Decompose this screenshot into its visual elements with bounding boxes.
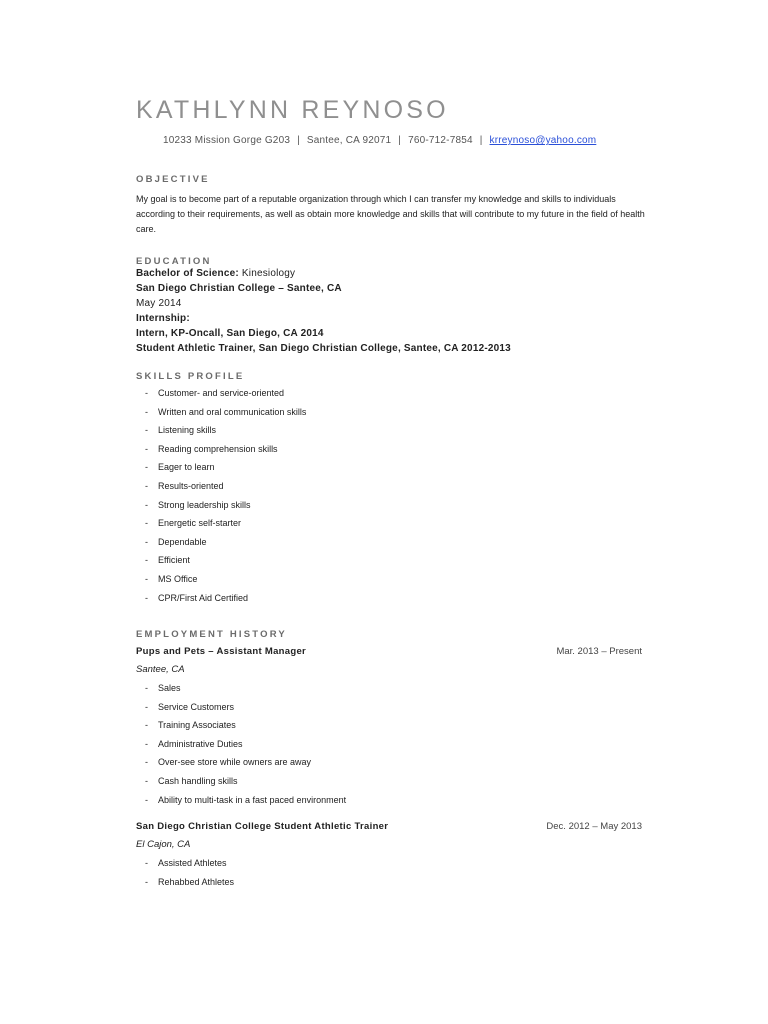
job-title: San Diego Christian College Student Athletic Trainer: [136, 821, 389, 832]
separator: |: [479, 135, 483, 146]
graduation-date: May 2014: [136, 298, 182, 309]
education-heading: EDUCATION: [136, 256, 212, 267]
degree-line: [136, 266, 511, 281]
job-duties-list: [136, 854, 234, 891]
list-item: - Energetic self-starter: [145, 518, 242, 529]
list-item: - Customer- and service-oriented: [145, 388, 285, 398]
job-location: Santee, CA: [136, 664, 185, 675]
list-item: - Ability to multi-task in a fast paced environment: [145, 794, 347, 805]
contact-line: [163, 135, 596, 146]
list-item: - CPR/First Aid Certified: [145, 592, 249, 603]
internship-item: Intern, KP-Oncall, San Diego, CA 2014: [136, 328, 324, 339]
objective-heading: OBJECTIVE: [136, 174, 210, 185]
list-item: - Service Customers: [145, 701, 235, 712]
list-item: - Assisted Athletes: [145, 858, 227, 868]
job-title: Pups and Pets – Assistant Manager: [136, 646, 307, 657]
job-location: El Cajon, CA: [136, 839, 191, 850]
list-item: - Administrative Duties: [145, 738, 243, 749]
phone: 760-712-7854: [408, 135, 473, 146]
list-item: - Rehabbed Athletes: [145, 876, 235, 887]
address: 10233 Mission Gorge G203: [163, 135, 291, 146]
objective-text: My goal is to become part of a reputable organization through which I can transfer my knowledge and skills to individuals according to their requirements, as well as obtain more knowledge and skills that will contribute to my future in the field of health care.: [136, 194, 645, 234]
internship-label: Internship:: [136, 313, 190, 324]
list-item: - Eager to learn: [145, 462, 215, 473]
list-item: - MS Office: [145, 573, 198, 584]
job-duties-list: [136, 679, 346, 809]
education-section: [136, 266, 511, 356]
degree-label: Bachelor of Science:: [136, 268, 239, 279]
degree-field: Kinesiology: [238, 268, 296, 279]
list-item: - Training Associates: [145, 720, 236, 731]
email-link[interactable]: krreynoso@yahoo.com: [489, 135, 597, 146]
list-item: - Reading comprehension skills: [145, 443, 278, 454]
city: Santee, CA 92071: [306, 135, 392, 146]
employment-heading: EMPLOYMENT HISTORY: [136, 629, 287, 640]
job-date: Mar. 2013 – Present: [556, 646, 642, 657]
skills-list: [136, 384, 306, 607]
school: San Diego Christian College – Santee, CA: [136, 283, 342, 294]
list-item: - Results-oriented: [145, 480, 224, 491]
list-item: - Listening skills: [145, 425, 217, 436]
list-item: - Strong leadership skills: [145, 499, 251, 510]
list-item: - Cash handling skills: [145, 775, 238, 786]
list-item: - Over-see store while owners are away: [145, 757, 312, 768]
list-item: - Written and oral communication skills: [145, 406, 307, 417]
separator: |: [297, 135, 300, 146]
separator: |: [398, 135, 402, 146]
list-item: - Dependable: [145, 536, 207, 547]
list-item: - Efficient: [145, 555, 190, 566]
skills-heading: SKILLS PROFILE: [136, 371, 245, 382]
candidate-name: KATHLYNN REYNOSO: [136, 96, 449, 124]
list-item: - Sales: [145, 683, 181, 693]
job-date: Dec. 2012 – May 2013: [546, 821, 642, 832]
internship-item: Student Athletic Trainer, San Diego Christian College, Santee, CA 2012-2013: [136, 343, 511, 354]
